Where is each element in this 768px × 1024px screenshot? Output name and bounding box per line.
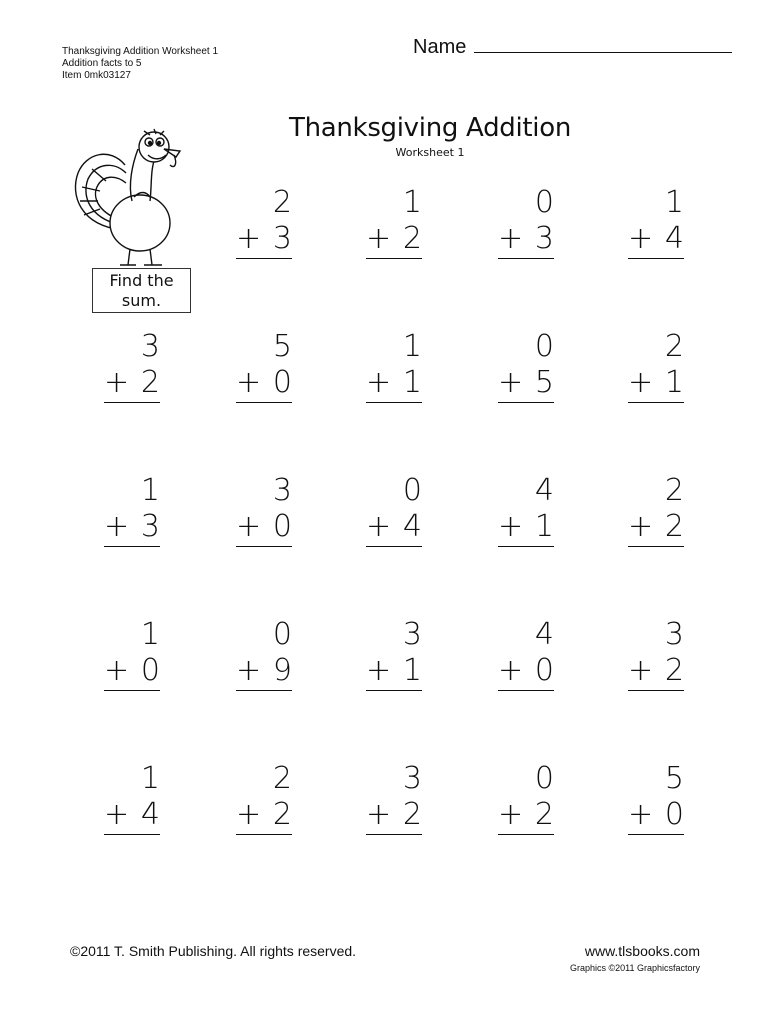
problem-top-number: 4 xyxy=(534,617,554,652)
addition-problem xyxy=(628,186,684,259)
addition-problem xyxy=(498,186,554,259)
plus-sign: + xyxy=(366,221,392,256)
addition-problem xyxy=(628,618,684,691)
problem-bottom-row xyxy=(628,222,684,259)
name-label: Name xyxy=(413,36,467,58)
problem-bottom-row xyxy=(628,510,684,547)
problem-top-number: 2 xyxy=(664,473,684,508)
plus-sign: + xyxy=(104,797,130,832)
addition-problem xyxy=(366,474,422,547)
plus-sign: + xyxy=(236,653,262,688)
problem-bottom-row xyxy=(236,510,292,547)
problem-top-number: 3 xyxy=(664,617,684,652)
problem-top-number: 1 xyxy=(402,329,422,364)
name-field[interactable] xyxy=(413,36,732,59)
copyright-text: ©2011 T. Smith Publishing. All rights reserved. xyxy=(70,943,357,959)
instruction-line-2: sum. xyxy=(121,291,162,310)
addition-problem xyxy=(498,762,554,835)
problem-bottom-number: 2 xyxy=(664,653,684,688)
problem-top-number: 1 xyxy=(402,185,422,220)
plus-sign: + xyxy=(366,797,392,832)
plus-sign: + xyxy=(104,653,130,688)
problem-top-number: 1 xyxy=(140,761,160,796)
problem-bottom-row xyxy=(498,510,554,547)
plus-sign: + xyxy=(236,797,262,832)
problem-bottom-row xyxy=(236,654,292,691)
problem-top-number: 1 xyxy=(664,185,684,220)
problem-top-number: 3 xyxy=(272,473,292,508)
plus-sign: + xyxy=(366,653,392,688)
problem-top-number: 2 xyxy=(664,329,684,364)
addition-problem xyxy=(498,618,554,691)
problem-bottom-number: 1 xyxy=(402,653,422,688)
plus-sign: + xyxy=(104,509,130,544)
problem-top-number: 3 xyxy=(402,617,422,652)
addition-problem xyxy=(366,186,422,259)
instruction-box xyxy=(92,268,191,313)
problem-top-number: 5 xyxy=(272,329,292,364)
addition-problem xyxy=(236,762,292,835)
addition-problem xyxy=(104,474,160,547)
name-write-line[interactable] xyxy=(474,36,732,53)
problem-top-number: 0 xyxy=(534,185,554,220)
turkey-illustration xyxy=(70,125,200,273)
problem-bottom-number: 0 xyxy=(664,797,684,832)
meta-line: Thanksgiving Addition Worksheet 1 xyxy=(62,46,219,57)
plus-sign: + xyxy=(498,797,524,832)
problem-bottom-row xyxy=(366,654,422,691)
instruction-line-1: Find the xyxy=(109,271,174,290)
plus-sign: + xyxy=(628,653,654,688)
plus-sign: + xyxy=(628,221,654,256)
problem-bottom-row xyxy=(366,222,422,259)
problem-bottom-row xyxy=(628,798,684,835)
problem-bottom-row xyxy=(366,366,422,403)
page-title: Thanksgiving Addition xyxy=(288,113,572,143)
problem-top-number: 2 xyxy=(272,761,292,796)
addition-problem xyxy=(236,330,292,403)
addition-problem xyxy=(498,474,554,547)
plus-sign: + xyxy=(366,365,392,400)
graphics-credit: Graphics ©2011 Graphicsfactory xyxy=(569,963,700,973)
problem-bottom-number: 0 xyxy=(140,653,160,688)
problem-bottom-number: 3 xyxy=(140,509,160,544)
addition-problem xyxy=(104,330,160,403)
plus-sign: + xyxy=(628,509,654,544)
plus-sign: + xyxy=(104,365,130,400)
problem-bottom-number: 4 xyxy=(402,509,422,544)
problem-top-number: 1 xyxy=(140,473,160,508)
problem-bottom-row xyxy=(236,798,292,835)
problem-top-number: 0 xyxy=(402,473,422,508)
problem-top-number: 0 xyxy=(272,617,292,652)
meta-line: Item 0mk03127 xyxy=(62,70,131,81)
problem-bottom-row xyxy=(104,366,160,403)
problem-bottom-number: 2 xyxy=(402,221,422,256)
plus-sign: + xyxy=(498,509,524,544)
addition-problem xyxy=(498,330,554,403)
plus-sign: + xyxy=(498,365,524,400)
problem-top-number: 3 xyxy=(402,761,422,796)
addition-problem xyxy=(236,186,292,259)
problem-bottom-row xyxy=(628,366,684,403)
plus-sign: + xyxy=(628,797,654,832)
problem-bottom-number: 9 xyxy=(272,653,292,688)
problem-bottom-row xyxy=(498,222,554,259)
page-subtitle: Worksheet 1 xyxy=(395,146,465,159)
plus-sign: + xyxy=(236,221,262,256)
problem-bottom-number: 1 xyxy=(534,509,554,544)
problem-bottom-row xyxy=(366,798,422,835)
addition-problem xyxy=(366,618,422,691)
problem-bottom-row xyxy=(498,654,554,691)
problem-bottom-number: 0 xyxy=(272,509,292,544)
problem-bottom-row xyxy=(236,366,292,403)
problem-top-number: 2 xyxy=(272,185,292,220)
plus-sign: + xyxy=(498,653,524,688)
plus-sign: + xyxy=(628,365,654,400)
problem-bottom-number: 4 xyxy=(664,221,684,256)
plus-sign: + xyxy=(366,509,392,544)
addition-problem xyxy=(104,618,160,691)
problem-bottom-number: 2 xyxy=(664,509,684,544)
problem-bottom-number: 2 xyxy=(402,797,422,832)
problem-bottom-number: 0 xyxy=(534,653,554,688)
addition-problem xyxy=(366,762,422,835)
problem-top-number: 4 xyxy=(534,473,554,508)
problem-bottom-row xyxy=(366,510,422,547)
problem-bottom-number: 2 xyxy=(272,797,292,832)
addition-problem xyxy=(236,618,292,691)
problem-bottom-number: 1 xyxy=(664,365,684,400)
problem-bottom-number: 2 xyxy=(140,365,160,400)
problem-top-number: 1 xyxy=(140,617,160,652)
problem-bottom-row xyxy=(498,366,554,403)
problem-top-number: 5 xyxy=(664,761,684,796)
worksheet-meta xyxy=(62,46,218,82)
problem-bottom-row xyxy=(628,654,684,691)
problem-bottom-number: 3 xyxy=(272,221,292,256)
plus-sign: + xyxy=(236,365,262,400)
addition-problem xyxy=(236,474,292,547)
plus-sign: + xyxy=(236,509,262,544)
website-text: www.tlsbooks.com xyxy=(584,943,700,959)
problem-bottom-row xyxy=(104,654,160,691)
problem-bottom-row xyxy=(104,798,160,835)
addition-problem xyxy=(628,474,684,547)
addition-problem xyxy=(104,762,160,835)
addition-problem xyxy=(628,330,684,403)
problem-bottom-number: 3 xyxy=(534,221,554,256)
problem-bottom-number: 0 xyxy=(272,365,292,400)
problem-bottom-number: 5 xyxy=(534,365,554,400)
problem-bottom-row xyxy=(498,798,554,835)
meta-line: Addition facts to 5 xyxy=(62,58,142,69)
problem-top-number: 0 xyxy=(534,761,554,796)
addition-problem xyxy=(366,330,422,403)
plus-sign: + xyxy=(498,221,524,256)
problem-bottom-row xyxy=(104,510,160,547)
problem-bottom-row xyxy=(236,222,292,259)
problem-top-number: 0 xyxy=(534,329,554,364)
problem-bottom-number: 1 xyxy=(402,365,422,400)
problem-bottom-number: 4 xyxy=(140,797,160,832)
problem-top-number: 3 xyxy=(140,329,160,364)
addition-problem xyxy=(628,762,684,835)
problem-bottom-number: 2 xyxy=(534,797,554,832)
